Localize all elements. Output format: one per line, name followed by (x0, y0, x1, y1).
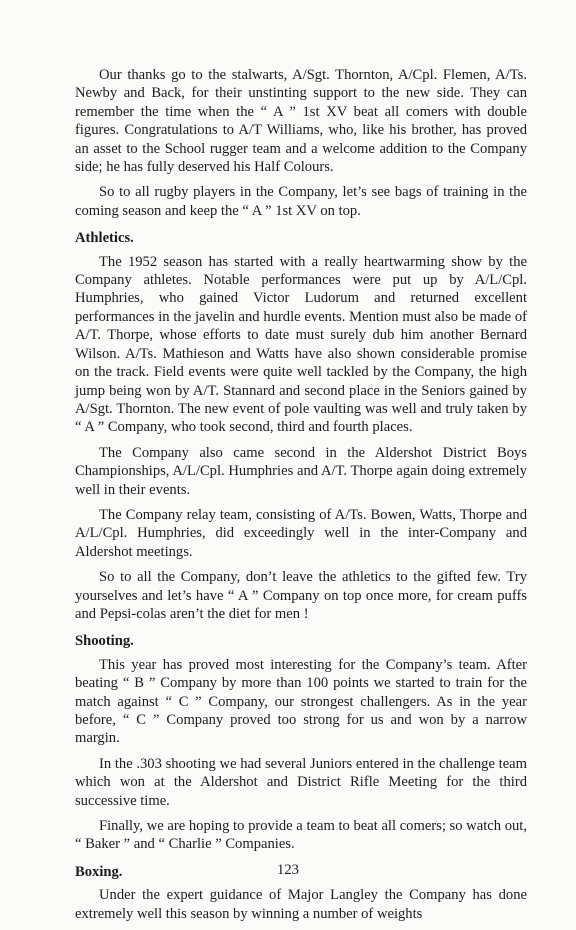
shooting-heading: Shooting. (75, 633, 134, 650)
rugby-paragraph: Our thanks go to the stalwarts, A/Sgt. Thornton, A/Cpl. Flemen, A/Ts. Newby and Back, for their unstinting support to the new side. They can remember the time when the “ A ” 1st XV beat all comers with double figures. Congratulations to A/T Williams, who, like his brother, has proved an asset to the School rugger team and a welcome addition to the Company side; he has fully deserved his Half Colours. (75, 67, 527, 176)
rugby-closing-section (75, 66, 527, 220)
shooting-paragraph: This year has proved most interesting for the Company’s team. After beating “ B ” Company by more than 100 points we started to train for the match against “ C ” Company, our strongest challengers. As in the year before, “ C ” Company proved too strong for us and won by a narrow margin. (75, 656, 527, 747)
page-text-block (75, 66, 527, 930)
page-number: 123 (277, 862, 299, 878)
athletics-section (75, 229, 527, 623)
athletics-paragraph: So to all the Company, don’t leave the athletics to the gifted few. Try yourselves and let’s have “ A ” Company on top once more, for cream puffs and Pepsi-colas aren’t the diet for men ! (75, 569, 527, 622)
athletics-paragraph: The Company also came second in the Aldershot District Boys Championships, A/L/Cpl. Humphries and A/T. Thorpe again doing extremely well in their events. (75, 444, 527, 498)
boxing-heading: Boxing. (75, 863, 123, 880)
shooting-paragraph: In the .303 shooting we had several Juniors entered in the challenge team which won at the Aldershot and District Rifle Meeting for the third successive time. (75, 755, 527, 809)
rugby-paragraph: So to all rugby players in the Company, let’s see bags of training in the coming season and keep the “ A ” 1st XV on top. (75, 184, 527, 219)
shooting-paragraph: Finally, we are hoping to provide a team to beat all comers; so watch out, “ Baker ” and “ Charlie ” Companies. (75, 818, 527, 853)
athletics-paragraph: The 1952 season has started with a really heartwarming show by the Company athletes. Notable performances were put up by A/L/Cpl. Humphries, who gained Victor Ludorum and returned excellent performances in the javelin and hurdle events. Mention must also be made of A/T. Thorpe, whose efforts to date must surely dub him another Bernard Wilson. A/Ts. Mathieson and Watts have also shown considerable promise on the track. Field events were quite well tackled by the Company, the high jump being won by A/T. Stannard and second place in the Seniors gained by A/Sgt. Thornton. The new event of pole vaulting was well and truly taken by “ A ” Company, who took second, third and fourth places. (75, 253, 527, 436)
athletics-paragraph: The Company relay team, consisting of A/Ts. Bowen, Watts, Thorpe and A/L/Cpl. Humphries, did exceedingly well in the inter-Company and Aldershot meetings. (75, 506, 527, 560)
boxing-paragraph: Under the expert guidance of Major Langley the Company has done extremely well this season by winning a number of weights (75, 887, 527, 922)
athletics-heading: Athletics. (75, 230, 134, 247)
shooting-section (75, 632, 527, 853)
